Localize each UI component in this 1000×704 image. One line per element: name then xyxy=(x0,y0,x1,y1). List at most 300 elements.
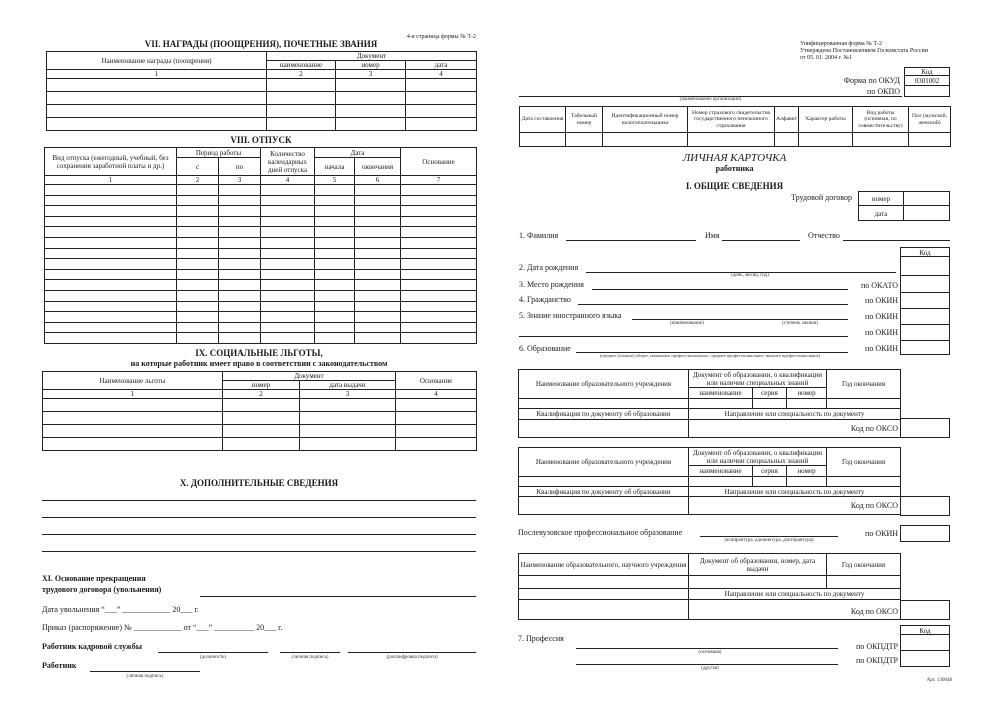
table-cell[interactable] xyxy=(909,133,951,147)
card-subtitle: работника xyxy=(715,164,754,173)
profession-main-caption: (основная) xyxy=(698,650,722,655)
table-cell[interactable] xyxy=(223,425,300,438)
okso-label-1: Код по ОКСО xyxy=(850,424,898,433)
vacation-col-to: по xyxy=(219,158,261,176)
code-col-label: Код xyxy=(919,249,931,257)
okud-value: 0301002 xyxy=(914,77,940,85)
code-divider xyxy=(900,292,950,293)
table-cell[interactable] xyxy=(315,206,355,217)
col-index: 4 xyxy=(396,390,477,399)
contract-date-field[interactable] xyxy=(903,205,950,221)
postgrad-field[interactable] xyxy=(700,536,838,537)
edu-spec-header: Направление или специальность по документу xyxy=(689,409,901,420)
table-cell[interactable] xyxy=(219,195,261,206)
patronymic-label: Отчество xyxy=(808,231,840,240)
contract-number-label: номер xyxy=(871,195,891,203)
table-cell[interactable] xyxy=(519,576,689,589)
table-cell[interactable] xyxy=(355,280,401,291)
table-cell[interactable] xyxy=(45,227,177,238)
col-index: 4 xyxy=(261,176,315,185)
table-cell[interactable] xyxy=(177,269,219,280)
hr-worker-label: Работник кадровой службы xyxy=(42,642,142,651)
section-11-title2: трудового договора (увольнения) xyxy=(42,585,162,594)
language-caption-2: (степень знания) xyxy=(782,321,818,326)
patronymic-field[interactable] xyxy=(843,240,950,241)
table-cell[interactable] xyxy=(300,412,396,425)
top-table-col-header: Пол (мужской, женский) xyxy=(909,107,951,133)
employee-label: Работник xyxy=(42,661,77,670)
order-field[interactable]: Приказ (распоряжение) № ____________ от “___” __________ 20___ г. xyxy=(42,623,283,632)
table-cell[interactable] xyxy=(45,280,177,291)
section-7-title: VII. НАГРАДЫ (ПООЩРЕНИЯ), ПОЧЕТНЫЕ ЗВАНИЯ xyxy=(144,39,378,49)
table-cell[interactable] xyxy=(300,399,396,412)
table-cell[interactable] xyxy=(45,237,177,248)
okso-box-2[interactable] xyxy=(900,496,950,516)
table-cell[interactable] xyxy=(261,333,315,344)
edu-series-header: серия xyxy=(753,466,787,477)
table-cell[interactable] xyxy=(401,195,477,206)
top-table-col-header: Вид работы (основная, по совместительству) xyxy=(853,107,909,133)
citizenship-label: 4. Гражданство xyxy=(519,295,571,304)
education-caption: (среднее (полное) общее, начальное профессиональное, среднее профессиональное, высшее профессиональное) xyxy=(599,353,821,358)
table-cell[interactable] xyxy=(261,322,315,333)
okpo-label: по ОКПО xyxy=(867,87,900,96)
awards-table xyxy=(46,51,477,131)
table-cell[interactable] xyxy=(177,322,219,333)
vacation-col-basis: Основание xyxy=(401,148,477,176)
table-cell[interactable] xyxy=(177,290,219,301)
okso-box-1[interactable] xyxy=(900,418,950,438)
edu-inst-header: Наименование образовательного учреждения xyxy=(519,448,689,477)
table-cell[interactable] xyxy=(45,259,177,270)
language-label: 5. Знание иностранного языка xyxy=(519,311,622,320)
okpdtr-box-1[interactable] xyxy=(900,634,950,651)
vacation-col-type: Вид отпуска (ежегодный, учебный, без сохранения заработной платы и др.) xyxy=(45,148,177,176)
table-cell[interactable] xyxy=(396,412,477,425)
table-cell[interactable] xyxy=(177,280,219,291)
edu-year-header: Год окончания xyxy=(827,448,901,477)
table-cell[interactable] xyxy=(267,118,336,131)
table-cell[interactable] xyxy=(336,118,406,131)
table-cell[interactable] xyxy=(336,79,406,92)
birthdate-label: 2. Дата рождения xyxy=(519,263,579,272)
table-cell[interactable] xyxy=(566,133,603,147)
table-cell[interactable] xyxy=(261,259,315,270)
table-cell[interactable] xyxy=(315,185,355,196)
benefits-col-name: Наименование льготы xyxy=(43,372,223,390)
col-index: 2 xyxy=(177,176,219,185)
table-cell[interactable] xyxy=(45,185,177,196)
table-cell[interactable] xyxy=(355,237,401,248)
table-cell[interactable] xyxy=(315,333,355,344)
table-cell[interactable] xyxy=(219,237,261,248)
okato-label: по ОКАТО xyxy=(860,281,898,290)
table-cell[interactable] xyxy=(401,290,477,301)
table-cell[interactable] xyxy=(315,248,355,259)
table-cell[interactable] xyxy=(396,425,477,438)
language-field[interactable] xyxy=(632,319,848,320)
table-cell[interactable] xyxy=(688,133,775,147)
table-cell[interactable] xyxy=(219,269,261,280)
profession-main-field[interactable] xyxy=(576,648,838,649)
table-cell[interactable] xyxy=(219,259,261,270)
okin-label-5: по ОКИН xyxy=(865,529,898,538)
awards-col-num: номер xyxy=(336,61,406,70)
edu-doc-header: Документ об образовании, о квалификации или наличии специальных знаний xyxy=(689,370,827,388)
table-cell[interactable] xyxy=(355,290,401,301)
table-cell[interactable] xyxy=(406,92,477,105)
table-cell[interactable] xyxy=(519,399,689,409)
language-caption-1: (наименование) xyxy=(670,321,704,326)
table-cell[interactable] xyxy=(300,438,396,451)
table-cell[interactable] xyxy=(261,290,315,301)
profession-other-field[interactable] xyxy=(576,664,838,665)
surname-label: 1. Фамилия xyxy=(519,231,559,240)
col-index: 3 xyxy=(219,176,261,185)
table-cell[interactable] xyxy=(753,477,787,487)
table-cell[interactable] xyxy=(177,185,219,196)
edu-spec2-header: Направление или специальность по документу xyxy=(689,589,901,600)
birthplace-field[interactable] xyxy=(592,289,848,290)
table-cell[interactable] xyxy=(787,399,827,409)
col-index: 1 xyxy=(47,70,267,79)
name-field[interactable] xyxy=(722,240,800,241)
top-table-col-header: Номер страхового свидетельства государственного пенсионного страхования xyxy=(688,107,775,133)
hr-position-line[interactable] xyxy=(158,652,268,653)
table-cell[interactable] xyxy=(315,216,355,227)
termination-basis-line[interactable] xyxy=(200,596,476,597)
profession-label: 7. Профессия xyxy=(518,634,564,643)
table-cell[interactable] xyxy=(315,280,355,291)
table-cell[interactable] xyxy=(401,216,477,227)
col-index: 6 xyxy=(355,176,401,185)
table-cell[interactable] xyxy=(177,227,219,238)
table-cell[interactable] xyxy=(519,600,689,620)
awards-col-date: дата xyxy=(406,61,477,70)
table-cell[interactable] xyxy=(219,301,261,312)
table-cell[interactable] xyxy=(355,248,401,259)
code-divider xyxy=(900,324,950,325)
table-cell[interactable] xyxy=(355,206,401,217)
table-cell[interactable] xyxy=(219,185,261,196)
table-cell[interactable] xyxy=(355,259,401,270)
table-cell[interactable] xyxy=(355,185,401,196)
table-cell[interactable] xyxy=(45,216,177,227)
dismissal-date[interactable]: Дата увольнения “___” ____________ 20___ г. xyxy=(42,605,199,614)
table-cell[interactable] xyxy=(261,216,315,227)
benefits-table xyxy=(42,371,477,451)
table-cell[interactable] xyxy=(401,269,477,280)
table-cell[interactable] xyxy=(315,312,355,323)
edu-docname-header: наименование xyxy=(689,388,753,399)
table-cell[interactable] xyxy=(219,216,261,227)
general-section-title: I. ОБЩИЕ СВЕДЕНИЯ xyxy=(685,181,784,191)
hr-decode-line[interactable] xyxy=(348,652,476,653)
table-cell[interactable] xyxy=(261,185,315,196)
table-cell[interactable] xyxy=(47,105,267,118)
table-cell[interactable] xyxy=(43,399,223,412)
benefits-col-date: дата выдачи xyxy=(300,381,396,390)
table-cell[interactable] xyxy=(401,259,477,270)
table-cell[interactable] xyxy=(219,290,261,301)
section-9-title: IX. СОЦИАЛЬНЫЕ ЛЬГОТЫ, xyxy=(195,348,323,358)
table-cell[interactable] xyxy=(406,105,477,118)
table-cell[interactable] xyxy=(336,105,406,118)
table-cell[interactable] xyxy=(406,79,477,92)
table-cell[interactable] xyxy=(315,237,355,248)
table-cell[interactable] xyxy=(355,216,401,227)
table-cell[interactable] xyxy=(406,118,477,131)
note-line[interactable] xyxy=(42,534,476,535)
table-cell[interactable] xyxy=(177,237,219,248)
table-cell[interactable] xyxy=(219,248,261,259)
org-caption: (наименование организации) xyxy=(679,97,742,102)
table-cell[interactable] xyxy=(401,301,477,312)
table-cell[interactable] xyxy=(689,399,753,409)
table-cell[interactable] xyxy=(401,206,477,217)
table-cell[interactable] xyxy=(177,216,219,227)
hr-sign-caption: (личная подпись) xyxy=(291,655,329,660)
prof-code-label: Код xyxy=(919,627,931,635)
employee-sign-line[interactable] xyxy=(90,671,200,672)
table-cell[interactable] xyxy=(261,301,315,312)
table-cell[interactable] xyxy=(261,237,315,248)
awards-col-name: Наименование награды (поощрения) xyxy=(47,52,267,70)
birthplace-label: 3. Место рождения xyxy=(519,280,584,289)
edu-num-header: номер xyxy=(787,388,827,399)
table-cell[interactable] xyxy=(177,312,219,323)
table-cell[interactable] xyxy=(401,280,477,291)
table-cell[interactable] xyxy=(45,333,177,344)
table-cell[interactable] xyxy=(787,477,827,487)
table-cell[interactable] xyxy=(336,92,406,105)
table-cell[interactable] xyxy=(519,477,689,487)
col-index: 2 xyxy=(267,70,336,79)
unified-form: Унифицированная форма № Т-2 xyxy=(800,41,883,47)
table-cell[interactable] xyxy=(43,438,223,451)
col-index: 1 xyxy=(43,390,223,399)
top-info-table xyxy=(519,106,951,147)
okin-label-3: по ОКИН xyxy=(865,328,898,337)
table-cell[interactable] xyxy=(177,195,219,206)
table-cell[interactable] xyxy=(45,206,177,217)
note-line[interactable] xyxy=(42,517,476,518)
table-cell[interactable] xyxy=(827,399,901,409)
table-cell[interactable] xyxy=(47,92,267,105)
table-cell[interactable] xyxy=(401,237,477,248)
okpo-box[interactable] xyxy=(904,85,950,97)
table-cell[interactable] xyxy=(45,312,177,323)
hr-sign-line[interactable] xyxy=(280,652,340,653)
okpdtr-label-2: по ОКПДТР xyxy=(856,656,898,665)
table-cell[interactable] xyxy=(267,79,336,92)
table-cell[interactable] xyxy=(47,118,267,131)
table-cell[interactable] xyxy=(45,248,177,259)
table-cell[interactable] xyxy=(43,412,223,425)
note-line[interactable] xyxy=(42,500,476,501)
table-cell[interactable] xyxy=(223,412,300,425)
hr-decode-caption: (расшифровка подписи) xyxy=(386,655,438,660)
table-cell[interactable] xyxy=(315,195,355,206)
table-cell[interactable] xyxy=(219,312,261,323)
table-cell[interactable] xyxy=(177,206,219,217)
col-index: 1 xyxy=(45,176,177,185)
okin-label-2: по ОКИН xyxy=(865,312,898,321)
table-cell[interactable] xyxy=(177,333,219,344)
col-index: 4 xyxy=(406,70,477,79)
table-cell[interactable] xyxy=(827,477,901,487)
table-cell[interactable] xyxy=(315,322,355,333)
profession-other-caption: (другая) xyxy=(701,666,719,671)
table-cell[interactable] xyxy=(315,227,355,238)
vacation-table xyxy=(44,147,477,344)
table-cell[interactable] xyxy=(519,420,689,438)
table-cell[interactable] xyxy=(219,280,261,291)
okso-box-3[interactable] xyxy=(900,600,950,620)
education-label: 6. Образование xyxy=(519,344,571,353)
table-cell[interactable] xyxy=(223,399,300,412)
table-cell[interactable] xyxy=(689,477,753,487)
table-cell[interactable] xyxy=(355,333,401,344)
table-cell[interactable] xyxy=(45,322,177,333)
table-cell[interactable] xyxy=(315,259,355,270)
edu-series-header: серия xyxy=(753,388,787,399)
table-cell[interactable] xyxy=(401,333,477,344)
page-label: 4-я страница формы № Т-2 xyxy=(406,34,476,40)
table-cell[interactable] xyxy=(261,312,315,323)
table-cell[interactable] xyxy=(401,185,477,196)
code-divider xyxy=(900,308,950,309)
contract-label: Трудовой договор xyxy=(791,193,852,202)
col-index: 3 xyxy=(300,390,396,399)
table-cell[interactable] xyxy=(261,195,315,206)
birthdate-caption: (день, месяц, год) xyxy=(731,273,769,278)
section-8-title: VIII. ОТПУСК xyxy=(230,135,292,145)
article-number: Арт. 130048 xyxy=(926,678,952,683)
table-cell[interactable] xyxy=(355,195,401,206)
table-cell[interactable] xyxy=(799,133,853,147)
table-cell[interactable] xyxy=(603,133,688,147)
table-cell[interactable] xyxy=(355,322,401,333)
table-cell[interactable] xyxy=(267,92,336,105)
table-cell[interactable] xyxy=(45,195,177,206)
hr-position-caption: (должность) xyxy=(199,655,227,660)
vacation-col-end: окончания xyxy=(355,158,401,176)
benefits-col-basis: Основание xyxy=(396,372,477,390)
table-cell[interactable] xyxy=(300,425,396,438)
edu-inst2-header: Наименование образовательного, научного учреждения xyxy=(519,554,689,576)
okso-label-2: Код по ОКСО xyxy=(850,501,898,510)
code-divider xyxy=(900,340,950,341)
okso-label-3: Код по ОКСО xyxy=(850,607,898,616)
table-cell[interactable] xyxy=(355,227,401,238)
table-cell[interactable] xyxy=(177,248,219,259)
table-cell[interactable] xyxy=(315,269,355,280)
citizenship-field[interactable] xyxy=(578,304,848,305)
vacation-col-period: Период работы xyxy=(177,148,261,158)
table-cell[interactable] xyxy=(396,399,477,412)
col-index: 5 xyxy=(315,176,355,185)
table-cell[interactable] xyxy=(267,105,336,118)
table-cell[interactable] xyxy=(853,133,909,147)
table-cell[interactable] xyxy=(396,438,477,451)
table-cell[interactable] xyxy=(219,227,261,238)
table-cell[interactable] xyxy=(753,399,787,409)
edu-doc-header: Документ об образовании, о квалификации или наличии специальных знаний xyxy=(689,448,827,466)
table-cell[interactable] xyxy=(219,206,261,217)
contract-number-field[interactable] xyxy=(903,191,950,206)
table-cell[interactable] xyxy=(45,269,177,280)
note-line[interactable] xyxy=(42,551,476,552)
vacation-col-date: Дата xyxy=(315,148,401,158)
table-cell[interactable] xyxy=(219,333,261,344)
table-cell[interactable] xyxy=(401,312,477,323)
okud-label: Форма по ОКУД xyxy=(843,76,900,85)
table-cell[interactable] xyxy=(45,301,177,312)
table-cell[interactable] xyxy=(355,312,401,323)
table-cell[interactable] xyxy=(355,269,401,280)
table-cell[interactable] xyxy=(45,290,177,301)
table-cell[interactable] xyxy=(177,301,219,312)
table-cell[interactable] xyxy=(219,322,261,333)
table-cell[interactable] xyxy=(401,322,477,333)
benefits-col-num: номер xyxy=(223,381,300,390)
card-title: ЛИЧНАЯ КАРТОЧКА xyxy=(682,152,787,164)
edu-year2-header: Год окончания xyxy=(827,554,901,576)
table-cell[interactable] xyxy=(177,259,219,270)
edu-inst-header: Наименование образовательного учреждения xyxy=(519,370,689,399)
table-cell[interactable] xyxy=(519,589,689,600)
table-cell[interactable] xyxy=(401,227,477,238)
surname-field[interactable] xyxy=(566,240,696,241)
table-cell[interactable] xyxy=(355,301,401,312)
table-cell[interactable] xyxy=(43,425,223,438)
awards-col-doc: Документ xyxy=(267,52,477,61)
section-9-subtitle: на которые работник имеет право в соответствии с законодательством xyxy=(130,359,388,368)
vacation-col-start: начала xyxy=(315,158,355,176)
table-cell[interactable] xyxy=(519,497,689,515)
edu-qual-header: Квалификация по документу об образовании xyxy=(519,487,689,497)
awards-col-docname: наименование xyxy=(267,61,336,70)
edu-num-header: номер xyxy=(787,466,827,477)
postgrad-code-box[interactable] xyxy=(900,525,950,542)
table-cell[interactable] xyxy=(401,248,477,259)
table-cell[interactable] xyxy=(261,269,315,280)
table-cell[interactable] xyxy=(223,438,300,451)
table-cell[interactable] xyxy=(261,227,315,238)
language-field-2[interactable] xyxy=(519,336,848,337)
postgrad-label: Послевузовское профессиональное образование xyxy=(518,528,683,537)
approved-by: Утверждена Постановлением Госкомстата России xyxy=(800,48,928,54)
table-cell[interactable] xyxy=(315,290,355,301)
table-cell[interactable] xyxy=(261,280,315,291)
table-cell[interactable] xyxy=(775,133,799,147)
table-cell[interactable] xyxy=(315,301,355,312)
edu-docname-header: наименование xyxy=(689,466,753,477)
table-cell[interactable] xyxy=(261,248,315,259)
top-table-col-header: Табельный номер xyxy=(566,107,603,133)
col-index: 7 xyxy=(401,176,477,185)
table-cell[interactable] xyxy=(47,79,267,92)
section-10-title: X. ДОПОЛНИТЕЛЬНЫЕ СВЕДЕНИЯ xyxy=(179,478,339,488)
table-cell[interactable] xyxy=(827,576,901,589)
approval-date: от 05. 01. 2004 г. №1 xyxy=(800,55,853,61)
edu-year-header: Год окончания xyxy=(827,370,901,399)
okpdtr-box-2[interactable] xyxy=(900,650,950,667)
table-cell[interactable] xyxy=(520,133,566,147)
table-cell[interactable] xyxy=(261,206,315,217)
table-cell[interactable] xyxy=(689,576,827,589)
